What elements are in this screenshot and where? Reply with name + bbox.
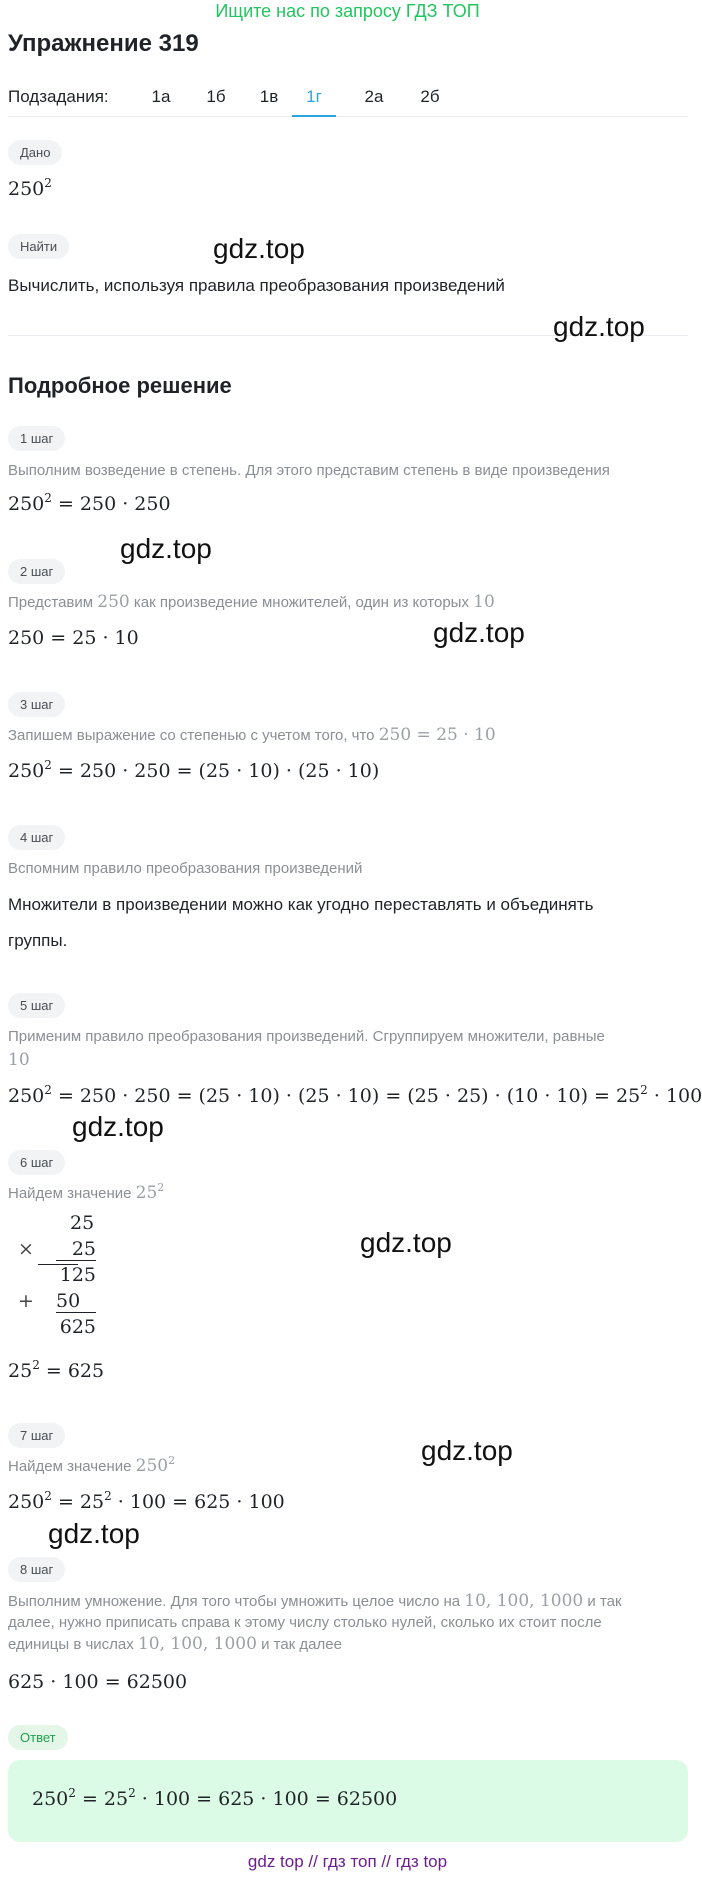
step-4-text: Вспомним правило преобразования произведений — [8, 860, 363, 877]
times-sign: × — [18, 1238, 34, 1260]
page-title: Упражнение 319 — [8, 30, 199, 57]
step-1-badge: 1 шаг — [8, 426, 65, 451]
tab-2a[interactable]: 2а — [364, 87, 384, 106]
step-2-badge: 2 шаг — [8, 559, 65, 584]
step-6-math: $25^2 = 625$ — [8, 1358, 105, 1382]
partial-1: 125 — [59, 1264, 96, 1286]
step-5-num: 10 — [8, 1050, 30, 1070]
step-5-text: Применим правило преобразования произведений. Сгруппируем множители, равные — [8, 1028, 605, 1045]
search-banner: Ищите нас по запросу ГДЗ ТОП — [215, 1, 480, 21]
product-line — [38, 1264, 78, 1265]
step-8-badge: 8 шаг — [8, 1557, 65, 1582]
step-8-line1: Выполним умножение. Для того чтобы умножить целое число на 10, 100, 1000 и так — [8, 1591, 622, 1611]
watermark: gdz.top — [360, 1227, 452, 1258]
tab-1a[interactable]: 1а — [151, 87, 171, 106]
tab-1g[interactable]: 1г — [292, 87, 336, 117]
footer-links[interactable]: gdz top // гдз топ // гдз top — [247, 1852, 448, 1871]
multiplier: 25 — [56, 1238, 96, 1261]
step-7-badge: 7 шаг — [8, 1423, 65, 1448]
plus-sign: + — [18, 1290, 34, 1312]
step-6-badge: 6 шаг — [8, 1150, 65, 1175]
given-expression: $250^2$ — [8, 176, 52, 200]
step-6-text: Найдем значение $25^2$ — [8, 1181, 165, 1203]
solution-title: Подробное решение — [8, 373, 232, 398]
partial-2: 50 — [56, 1290, 96, 1313]
step-7-math: $250^2 = 25^2 \cdot 100 = 625 \cdot 100$ — [8, 1489, 285, 1513]
answer-box — [8, 1760, 688, 1842]
step-7-text: Найдем значение $250^2$ — [8, 1454, 176, 1476]
step-3-badge: 3 шаг — [8, 692, 65, 717]
step-5-math: $250^2 = 250 \cdot 250 = (25 \cdot 10) \cdot (25 \cdot 10) = (25 \cdot 25) \cdot (10 \cdot 10) = 25^2 \cdot 100$ — [8, 1083, 702, 1107]
find-badge: Найти — [8, 234, 69, 259]
step-2-math: 250 = 25 · 10 — [8, 627, 139, 649]
watermark: gdz.top — [120, 533, 212, 564]
long-multiplication — [18, 1212, 98, 1342]
watermark: gdz.top — [433, 617, 525, 648]
watermark: gdz.top — [72, 1111, 164, 1142]
watermark: gdz.top — [553, 311, 645, 342]
step-3-text: Запишем выражение со степенью с учетом того, что 250 = 25 · 10 — [8, 725, 496, 745]
step-1-math: $250^2 = 250 \cdot 250$ — [8, 491, 171, 515]
step-8-math: 625 · 100 = 62500 — [8, 1671, 188, 1693]
given-badge: Дано — [8, 140, 62, 165]
step-4-badge: 4 шаг — [8, 825, 65, 850]
product: 625 — [59, 1316, 96, 1338]
step-8-line3: единицы в числах 10, 100, 1000 и так далее — [8, 1634, 342, 1654]
tab-1b[interactable]: 1б — [206, 87, 226, 106]
tab-1v[interactable]: 1в — [259, 87, 279, 106]
step-4-rule-line2: группы. — [8, 931, 68, 950]
watermark: gdz.top — [213, 233, 305, 264]
answer-badge: Ответ — [8, 1725, 68, 1750]
step-5-badge: 5 шаг — [8, 993, 65, 1018]
subtasks-bar — [8, 80, 688, 117]
subtasks-label: Подзадания: — [8, 87, 109, 106]
step-4-rule-line1: Множители в произведении можно как угодно переставлять и объединять — [8, 895, 594, 914]
find-text: Вычислить, используя правила преобразования произведений — [8, 276, 505, 295]
watermark: gdz.top — [421, 1435, 513, 1466]
tab-2b[interactable]: 2б — [420, 87, 440, 106]
step-3-math: $250^2 = 250 \cdot 250 = (25 \cdot 10) \cdot (25 \cdot 10)$ — [8, 758, 380, 782]
step-8-line2: далее, нужно приписать справа к этому числу столько нулей, сколько их стоит после — [8, 1614, 602, 1631]
multiplicand: 25 — [70, 1212, 95, 1234]
answer-math: $250^2 = 25^2 \cdot 100 = 625 \cdot 100 = 62500$ — [32, 1786, 398, 1810]
watermark: gdz.top — [48, 1518, 140, 1549]
step-2-text: Представим 250 как произведение множителей, один из которых 10 — [8, 592, 495, 612]
step-1-text: Выполним возведение в степень. Для этого представим степень в виде произведения — [8, 462, 610, 479]
